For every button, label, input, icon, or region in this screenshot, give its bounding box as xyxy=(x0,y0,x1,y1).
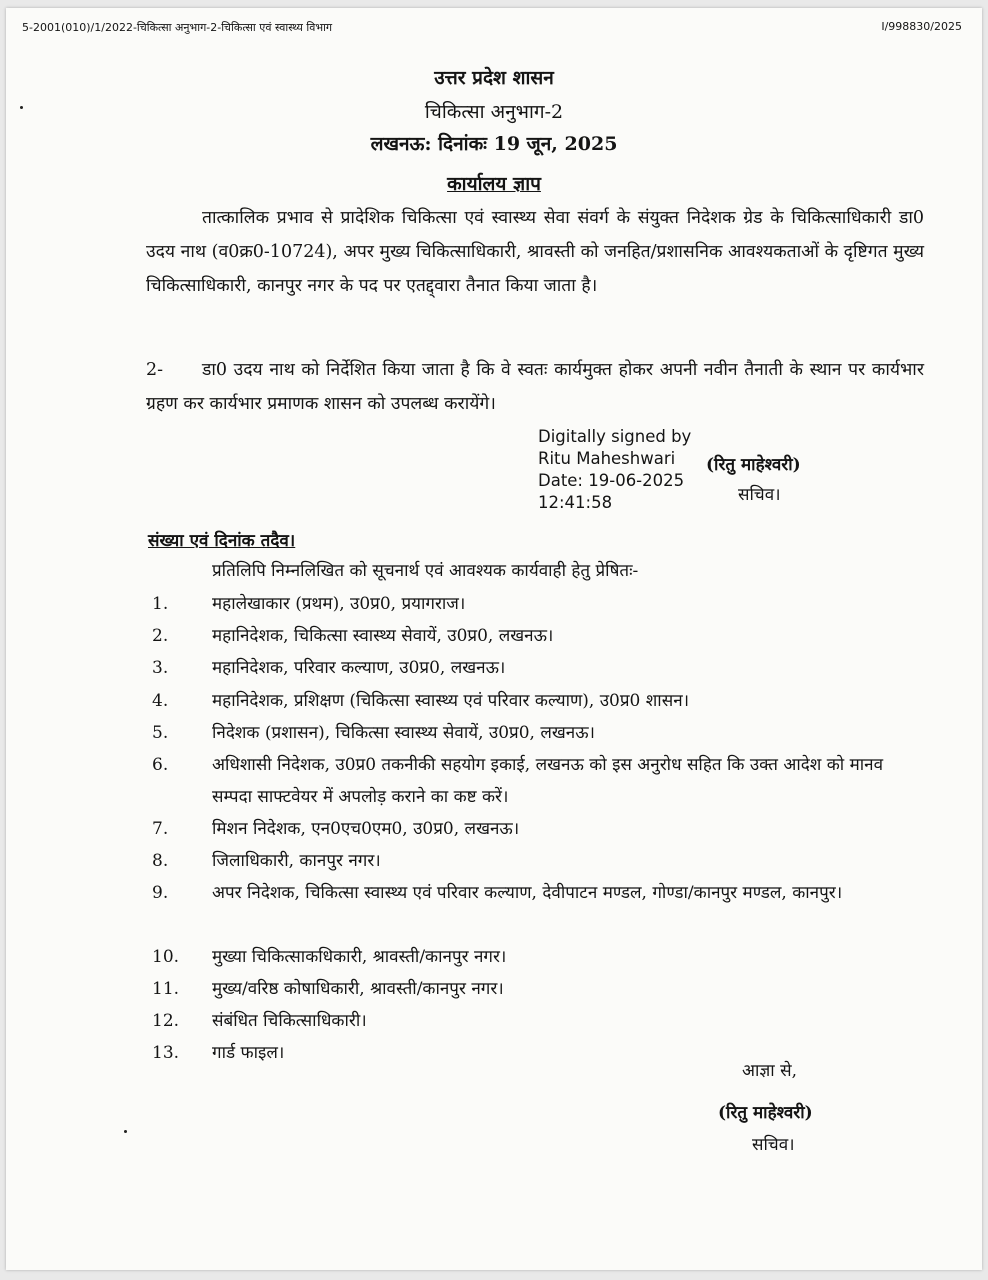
copy-list-item-text: निदेशक (प्रशासन), चिकित्सा स्वास्थ्य सेवायें, उ0प्र0, लखनऊ। xyxy=(212,723,596,743)
copy-list-item-text: अधिशासी निदेशक, उ0प्र0 तकनीकी सहयोग इकाई, लखनऊ को इस अनुरोध सहित कि उक्त आदेश को मानव सम्पदा साफ्टवेयर में अपलोड़ कराने का कष्ट करें। xyxy=(212,755,884,807)
copy-intro: प्रतिलिपि निम्नलिखित को सूचनार्थ एवं आवश्यक कार्यवाही हेतु प्रेषितः- xyxy=(212,561,639,581)
copy-list-item-text: अपर निदेशक, चिकित्सा स्वास्थ्य एवं परिवार कल्याण, देवीपाटन मण्डल, गोण्डा/कानपुर मण्डल, कानपुर। xyxy=(212,883,843,903)
copy-list-item-text: जिलाधिकारी, कानपुर नगर। xyxy=(212,851,381,871)
copy-list-item-number: 13. xyxy=(152,1043,180,1063)
copy-list-item-text: मिशन निदेशक, एन0एच0एम0, उ0प्र0, लखनऊ। xyxy=(212,819,520,839)
govt-heading: उत्तर प्रदेश शासन xyxy=(434,67,554,89)
copy-list-item-text: महानिदेशक, चिकित्सा स्वास्थ्य सेवायें, उ0प्र0, लखनऊ। xyxy=(212,626,554,646)
copy-list-item-number: 7. xyxy=(152,819,169,839)
copy-list-item-number: 12. xyxy=(152,1011,180,1031)
copy-list-item xyxy=(152,845,922,877)
paragraph-1: तात्कालिक प्रभाव से प्रादेशिक चिकित्सा एवं स्वास्थ्य सेवा संवर्ग के संयुक्त निदेशक ग्रेड के चिकित्साधिकारी डा0 उदय नाथ (व0क्र0-10724), अपर मुख्य चिकित्साधिकारी, श्रावस्ती को जनहित/प्रशासनिक आवश्यकताओं के दृष्टिगत मुख्य चिकित्साधिकारी, कानपुर नगर के पद पर एतद्द्वारा तैनात किया जाता है। xyxy=(146,208,924,296)
copy-list-item xyxy=(152,1037,922,1069)
signatory-name-bottom: (रितु माहेश्वरी) xyxy=(718,1103,813,1123)
paragraph-2 xyxy=(146,353,924,421)
copy-list-item-number: 5. xyxy=(152,723,169,743)
copy-list-item xyxy=(152,685,922,717)
copy-list-item xyxy=(152,1005,922,1037)
document-page xyxy=(6,8,982,1270)
copy-list-item xyxy=(152,588,922,620)
copy-list-item xyxy=(152,620,922,652)
copy-list-item xyxy=(152,973,922,1005)
copy-list-item xyxy=(152,717,922,749)
signatory-name-top: (रितु माहेश्वरी) xyxy=(706,455,801,475)
copy-list-item-text: महालेखाकार (प्रथम), उ0प्र0, प्रयागराज। xyxy=(212,594,466,614)
place-date: लखनऊ: दिनांकः 19 जून, 2025 xyxy=(370,133,618,155)
copy-list-item-text: महानिदेशक, परिवार कल्याण, उ0प्र0, लखनऊ। xyxy=(212,658,506,678)
copy-list-item-number: 11. xyxy=(152,979,180,999)
digital-signature-line-1: Digitally signed by xyxy=(538,427,692,446)
document-title: कार्यालय ज्ञाप xyxy=(447,173,541,195)
copy-list-item xyxy=(152,877,922,909)
section-heading: चिकित्सा अनुभाग-2 xyxy=(424,101,564,123)
copy-list-item-text: संबंधित चिकित्साधिकारी। xyxy=(212,1011,367,1031)
copy-list-item-text: महानिदेशक, प्रशिक्षण (चिकित्सा स्वास्थ्य एवं परिवार कल्याण), उ0प्र0 शासन। xyxy=(212,691,690,711)
digital-signature-line-2: Ritu Maheshwari xyxy=(538,449,676,468)
copy-list-item xyxy=(152,652,922,684)
copy-list-item-number: 1. xyxy=(152,594,169,614)
copy-list-item-text: मुख्या चिकित्साकधिकारी, श्रावस्ती/कानपुर नगर। xyxy=(212,947,507,967)
copy-list-item xyxy=(152,749,922,813)
copy-list-item-number: 6. xyxy=(152,755,169,775)
digital-signature-line-4: 12:41:58 xyxy=(538,493,613,512)
paragraph-2-text: डा0 उदय नाथ को निर्देशित किया जाता है कि वे स्वतः कार्यमुक्त होकर अपनी नवीन तैनाती के स्थान पर कार्यभार ग्रहण कर कार्यभार प्रमाणक शासन को उपलब्ध करायेंगे। xyxy=(146,360,924,414)
digital-signature-line-3: Date: 19-06-2025 xyxy=(538,471,685,490)
document-number: I/998830/2025 xyxy=(881,20,962,33)
paragraph-2-number: 2- xyxy=(146,360,164,380)
digital-signature xyxy=(538,426,691,514)
signatory-designation-top: सचिव। xyxy=(738,485,781,505)
copy-list-item-number: 9. xyxy=(152,883,169,903)
copy-list-item xyxy=(152,941,922,973)
file-reference: 5-2001(010)/1/2022-चिकित्सा अनुभाग-2-चिकित्सा एवं स्वास्थ्य विभाग xyxy=(22,21,333,34)
copy-list-item-number: 3. xyxy=(152,658,169,678)
reference-line: संख्या एवं दिनांक तदैव। xyxy=(148,531,296,551)
signatory-designation-bottom: सचिव। xyxy=(752,1135,795,1155)
copy-list-item xyxy=(152,813,922,845)
margin-dot xyxy=(124,1130,127,1133)
copy-list-item-text: मुख्य/वरिष्ठ कोषाधिकारी, श्रावस्ती/कानपुर नगर। xyxy=(212,979,504,999)
copy-list-item-number: 4. xyxy=(152,691,169,711)
copy-list-item-number: 8. xyxy=(152,851,169,871)
copy-list-item-text: गार्ड फाइल। xyxy=(212,1043,285,1063)
copy-list-item-number: 10. xyxy=(152,947,180,967)
copy-list-item-number: 2. xyxy=(152,626,169,646)
order-line: आज्ञा से, xyxy=(742,1061,797,1081)
